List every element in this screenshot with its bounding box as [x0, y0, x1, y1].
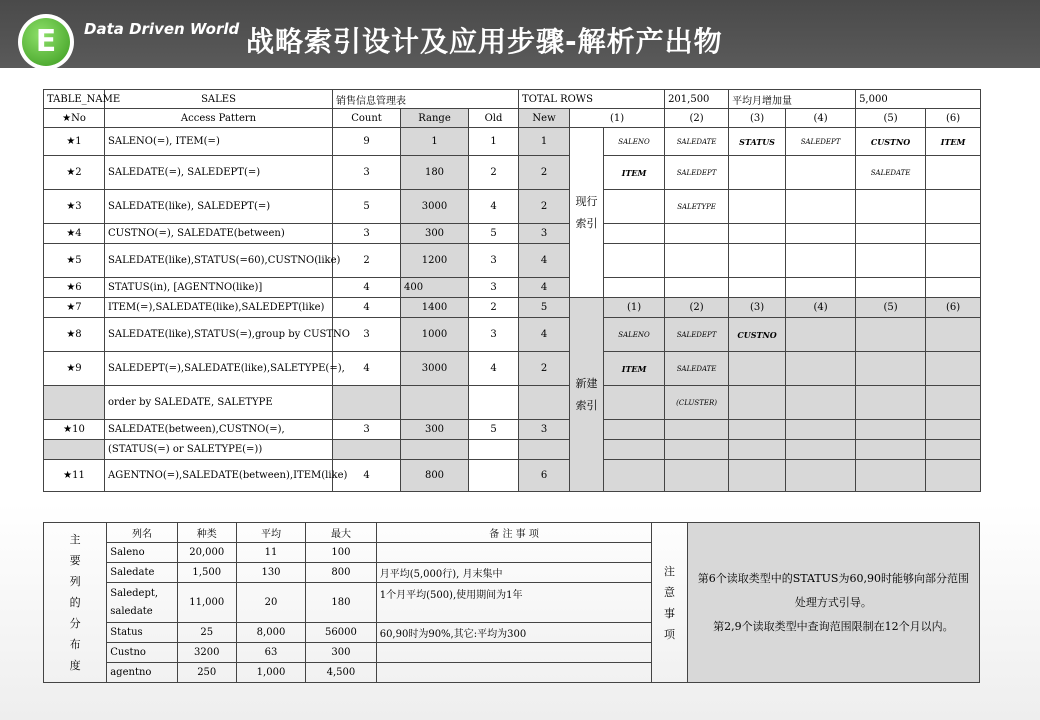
- access-pattern: SALEDATE(between),CUSTNO(=),: [105, 420, 333, 440]
- col-6: (6): [926, 109, 981, 128]
- logo-letter: E: [22, 18, 70, 66]
- dist-header: 平均: [236, 523, 305, 543]
- col-4: (4): [786, 109, 856, 128]
- existing-index-cell: [729, 156, 786, 190]
- col-2: (2): [665, 109, 729, 128]
- row-no: ★1: [44, 128, 105, 156]
- existing-index-cell: CUSTNO: [856, 128, 926, 156]
- new: 2: [519, 190, 570, 224]
- new-col-2: (2): [665, 298, 729, 318]
- row-no: ★2: [44, 156, 105, 190]
- access-pattern: SALENO(=), ITEM(=): [105, 128, 333, 156]
- new: 4: [519, 278, 570, 298]
- note-line: 第2,9个读取类型中查询范围限制在12个月以内。: [713, 619, 954, 633]
- range: 3000: [401, 352, 469, 386]
- new: 6: [519, 460, 570, 492]
- notes-body: [687, 523, 979, 683]
- old: 5: [469, 420, 519, 440]
- old: 5: [469, 224, 519, 244]
- dist-row: Custno 3200 63 300: [44, 643, 980, 663]
- table-row: [44, 298, 981, 318]
- access-pattern: (STATUS(=) or SALETYPE(=)): [105, 440, 333, 460]
- new-index-cell: SALEDEPT: [665, 318, 729, 352]
- access-pattern: SALEDATE(like), SALEDEPT(=): [105, 190, 333, 224]
- existing-index-cell: [856, 190, 926, 224]
- count: 5: [333, 190, 401, 224]
- col-count: Count: [333, 109, 401, 128]
- col-access: Access Pattern: [105, 109, 333, 128]
- table-name-label: TABLE_NAME: [44, 90, 105, 109]
- access-pattern: SALEDATE(like),STATUS(=),group by CUSTNO: [105, 318, 333, 352]
- monthly-label: 平均月增加量: [729, 90, 856, 109]
- row-no: ★6: [44, 278, 105, 298]
- new-index-cell: (CLUSTER): [665, 386, 729, 420]
- dist-row: Status 25 8,000 56000 60,90时为90%,其它:平均为300: [44, 623, 980, 643]
- count: 4: [333, 298, 401, 318]
- access-pattern: ITEM(=),SALEDATE(like),SALEDEPT(like): [105, 298, 333, 318]
- dist-header: 列名: [107, 523, 177, 543]
- count: 4: [333, 278, 401, 298]
- col-no: ★No: [44, 109, 105, 128]
- existing-index-cell: SALETYPE: [665, 190, 729, 224]
- old: 3: [469, 318, 519, 352]
- new: 3: [519, 420, 570, 440]
- row-no: ★11: [44, 460, 105, 492]
- count: 4: [333, 352, 401, 386]
- dist-header: 最大: [306, 523, 376, 543]
- existing-index-cell: [926, 156, 981, 190]
- col-range: Range: [401, 109, 469, 128]
- old: 4: [469, 352, 519, 386]
- header-bar: [0, 0, 1040, 68]
- range: 800: [401, 460, 469, 492]
- existing-index-cell: STATUS: [729, 128, 786, 156]
- old: 1: [469, 128, 519, 156]
- existing-index-cell: [926, 190, 981, 224]
- dist-row: Saleno 20,000 11 100: [44, 543, 980, 563]
- range: 300: [401, 420, 469, 440]
- range: 3000: [401, 190, 469, 224]
- brand-name: Data Driven World: [84, 20, 240, 38]
- new-col-4: (4): [786, 298, 856, 318]
- dist-row: Saledate 1,500 130 800 月平均(5,000行), 月末集中: [44, 563, 980, 583]
- existing-index-cell: [729, 190, 786, 224]
- total-rows-label: TOTAL ROWS: [519, 90, 665, 109]
- logo: [18, 14, 74, 70]
- new-index-cell: CUSTNO: [729, 318, 786, 352]
- table-row: [44, 244, 981, 278]
- count: 9: [333, 128, 401, 156]
- existing-index-cell: ITEM: [604, 156, 665, 190]
- row-no: [44, 386, 105, 420]
- distribution-table: [43, 522, 980, 683]
- access-pattern: AGENTNO(=),SALEDATE(between),ITEM(like): [105, 460, 333, 492]
- access-pattern: STATUS(in), [AGENTNO(like)]: [105, 278, 333, 298]
- existing-index-cell: SALENO: [604, 128, 665, 156]
- new: 5: [519, 298, 570, 318]
- old: 3: [469, 244, 519, 278]
- old: 4: [469, 190, 519, 224]
- new-index-cell: SALENO: [604, 318, 665, 352]
- table-row: [44, 156, 981, 190]
- range: 300: [401, 224, 469, 244]
- col-new: New: [519, 109, 570, 128]
- note-line: 第6个读取类型中的STATUS为60,90时能够向部分范围处理方式引导。: [697, 571, 969, 609]
- existing-index-cell: SALEDATE: [665, 128, 729, 156]
- table-name: SALES: [105, 90, 333, 109]
- new-col-6: (6): [926, 298, 981, 318]
- existing-index-cell: SALEDEPT: [786, 128, 856, 156]
- table-row: [44, 440, 981, 460]
- row-no: ★10: [44, 420, 105, 440]
- table-row: [44, 386, 981, 420]
- existing-index-label: 现行索引: [570, 128, 604, 298]
- table-row: [44, 460, 981, 492]
- dist-header: 备 注 事 项: [376, 523, 652, 543]
- total-rows: 201,500: [665, 90, 729, 109]
- table-row: [44, 420, 981, 440]
- table-row: [44, 190, 981, 224]
- col-3: (3): [729, 109, 786, 128]
- range: 1000: [401, 318, 469, 352]
- col-old: Old: [469, 109, 519, 128]
- range: 180: [401, 156, 469, 190]
- access-pattern: SALEDEPT(=),SALEDATE(like),SALETYPE(=),: [105, 352, 333, 386]
- row-no: ★3: [44, 190, 105, 224]
- dist-row: Saledept, saledate 11,000 20 180 1个月平均(500),使用期间为1年: [44, 583, 980, 623]
- count: 3: [333, 420, 401, 440]
- table-row: [44, 128, 981, 156]
- page-title: 战略索引设计及应用步骤-解析产出物: [246, 25, 723, 58]
- index-design-table: [43, 89, 981, 492]
- range: 1400: [401, 298, 469, 318]
- row-no: ★9: [44, 352, 105, 386]
- old: 3: [469, 278, 519, 298]
- new-col-3: (3): [729, 298, 786, 318]
- new-index-cell: SALEDATE: [665, 352, 729, 386]
- table-row: [44, 352, 981, 386]
- new: 4: [519, 318, 570, 352]
- column-header-row: [44, 109, 981, 128]
- range: 1200: [401, 244, 469, 278]
- new-index-cell: ITEM: [604, 352, 665, 386]
- new-col-5: (5): [856, 298, 926, 318]
- table-row: [44, 224, 981, 244]
- range: 1: [401, 128, 469, 156]
- notes-label: 注意事项: [652, 523, 687, 683]
- old: [469, 460, 519, 492]
- old: 2: [469, 156, 519, 190]
- new-index-label: 新建索引: [570, 298, 604, 492]
- existing-index-cell: ITEM: [926, 128, 981, 156]
- count: 2: [333, 244, 401, 278]
- new-col-1: (1): [604, 298, 665, 318]
- row-no: ★7: [44, 298, 105, 318]
- access-pattern: SALEDATE(=), SALEDEPT(=): [105, 156, 333, 190]
- col-5: (5): [856, 109, 926, 128]
- table-row: [44, 318, 981, 352]
- new: 2: [519, 352, 570, 386]
- count: 3: [333, 156, 401, 190]
- row-no: ★5: [44, 244, 105, 278]
- dist-row: agentno 250 1,000 4,500: [44, 663, 980, 683]
- access-pattern: SALEDATE(like),STATUS(=60),CUSTNO(like): [105, 244, 333, 278]
- new: 3: [519, 224, 570, 244]
- existing-index-cell: [786, 190, 856, 224]
- old: 2: [469, 298, 519, 318]
- access-pattern: order by SALEDATE, SALETYPE: [105, 386, 333, 420]
- row-no: ★8: [44, 318, 105, 352]
- existing-index-cell: [604, 190, 665, 224]
- col-1: (1): [570, 109, 665, 128]
- row-no: ★4: [44, 224, 105, 244]
- dist-header: 种类: [177, 523, 236, 543]
- new: 2: [519, 156, 570, 190]
- monthly-value: 5,000: [856, 90, 981, 109]
- existing-index-cell: [786, 156, 856, 190]
- existing-index-cell: SALEDATE: [856, 156, 926, 190]
- count: 3: [333, 318, 401, 352]
- access-pattern: CUSTNO(=), SALEDATE(between): [105, 224, 333, 244]
- top-info-row: [44, 90, 981, 109]
- table-row: [44, 278, 981, 298]
- existing-index-cell: SALEDEPT: [665, 156, 729, 190]
- table-desc: 销售信息管理表: [333, 90, 519, 109]
- range: 400: [401, 278, 469, 298]
- new: 4: [519, 244, 570, 278]
- count: 3: [333, 224, 401, 244]
- count: 4: [333, 460, 401, 492]
- new: 1: [519, 128, 570, 156]
- dist-label: 主要列的分布度: [44, 523, 107, 683]
